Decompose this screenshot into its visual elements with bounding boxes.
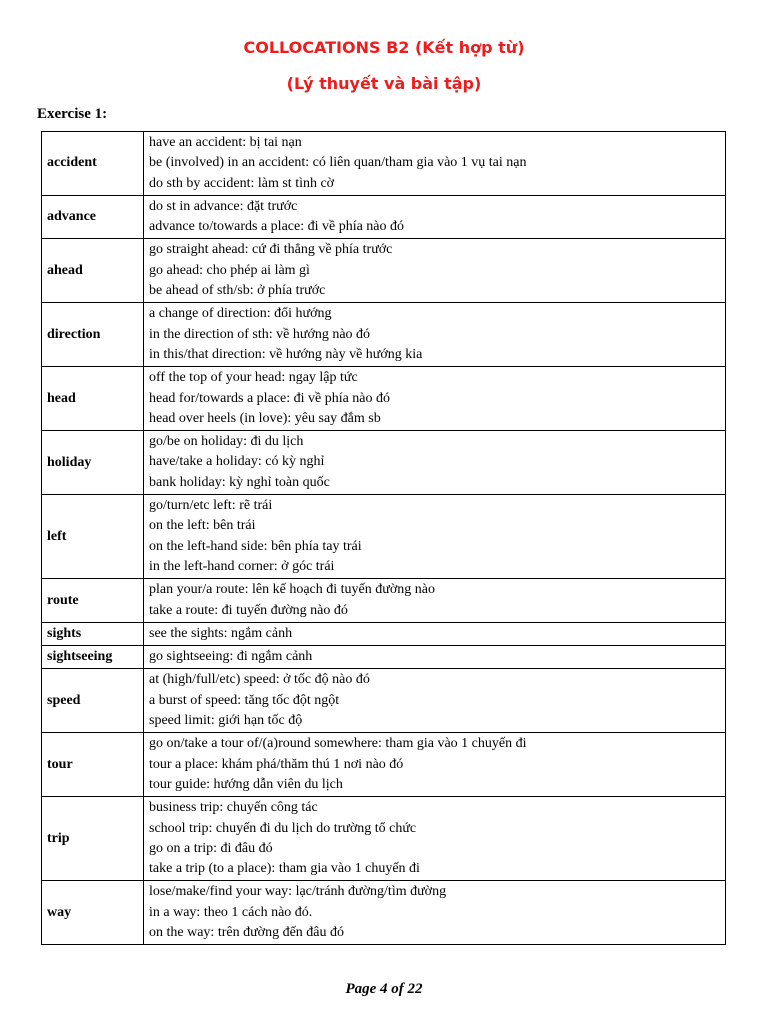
table-row <box>42 239 726 303</box>
headword-cell: trip <box>42 797 144 881</box>
collocations-cell <box>144 132 726 196</box>
collocation-entry: take a trip (to a place): tham gia vào 1 chuyến đi <box>149 861 420 877</box>
collocation-entry: go on a trip: đi đâu đó <box>149 840 273 856</box>
headword-cell: route <box>42 579 144 623</box>
page-footer: Page 4 of 22 <box>345 981 423 997</box>
collocation-entry: head over heels (in love): yêu say đắm sb <box>149 410 381 426</box>
collocation-entry: in the direction of sth: về hướng nào đó <box>149 326 371 342</box>
document-title: COLLOCATIONS B2 (Kết hợp từ) <box>243 38 525 57</box>
table-row <box>42 646 726 669</box>
collocation-entry: in the left-hand corner: ở góc trái <box>149 558 335 574</box>
headword-cell: holiday <box>42 431 144 495</box>
collocations-cell <box>144 881 726 945</box>
table-row <box>42 431 726 495</box>
collocation-entry: go/be on holiday: đi du lịch <box>149 434 304 450</box>
headword-cell: speed <box>42 669 144 733</box>
collocations-cell <box>144 579 726 623</box>
collocation-entry: tour guide: hướng dẫn viên du lịch <box>149 776 343 792</box>
headword-cell: left <box>42 495 144 579</box>
collocations-cell <box>144 797 726 881</box>
collocation-entry: be (involved) in an accident: có liên quan/tham gia vào 1 vụ tai nạn <box>149 155 527 171</box>
headword-cell: advance <box>42 195 144 239</box>
collocation-entry: go ahead: cho phép ai làm gì <box>149 262 310 278</box>
collocation-entry: plan your/a route: lên kế hoạch đi tuyến đường nào <box>149 582 435 598</box>
headword-cell: ahead <box>42 239 144 303</box>
collocation-entry: go sightseeing: đi ngắm cảnh <box>149 649 313 665</box>
table-row <box>42 881 726 945</box>
table-row <box>42 669 726 733</box>
collocation-entry: speed limit: giới hạn tốc độ <box>149 713 303 729</box>
collocations-cell <box>144 367 726 431</box>
collocations-cell <box>144 646 726 669</box>
collocations-table-body <box>42 132 726 945</box>
collocation-entry: have/take a holiday: có kỳ nghỉ <box>149 454 325 470</box>
exercise-label: Exercise 1: <box>37 106 108 122</box>
document-subtitle: (Lý thuyết và bài tập) <box>286 74 482 93</box>
collocation-entry: see the sights: ngắm cảnh <box>149 625 293 641</box>
collocations-cell <box>144 669 726 733</box>
collocation-entry: do st in advance: đặt trước <box>149 198 298 214</box>
collocation-entry: at (high/full/etc) speed: ở tốc độ nào đó <box>149 672 370 688</box>
table-row <box>42 733 726 797</box>
table-row <box>42 622 726 645</box>
table-row <box>42 579 726 623</box>
collocation-entry: on the way: trên đường đến đâu đó <box>149 924 345 940</box>
collocation-entry: on the left-hand side: bên phía tay trái <box>149 538 362 554</box>
collocation-entry: have an accident: bị tai nạn <box>149 135 302 150</box>
table-row <box>42 797 726 881</box>
collocation-entry: lose/make/find your way: lạc/tránh đường/tìm đường <box>149 884 447 900</box>
collocation-entry: off the top of your head: ngay lập tức <box>149 370 358 386</box>
table-row <box>42 132 726 196</box>
collocation-entry: go/turn/etc left: rẽ trái <box>149 498 273 514</box>
collocation-entry: do sth by accident: làm st tình cờ <box>149 175 335 191</box>
table-row <box>42 367 726 431</box>
collocation-entry: in a way: theo 1 cách nào đó. <box>149 904 313 920</box>
collocations-cell <box>144 239 726 303</box>
collocation-entry: school trip: chuyến đi du lịch do trường tổ chức <box>149 820 417 836</box>
collocation-entry: take a route: đi tuyến đường nào đó <box>149 602 348 618</box>
collocations-cell <box>144 431 726 495</box>
headword-cell: tour <box>42 733 144 797</box>
table-row <box>42 495 726 579</box>
collocations-cell <box>144 195 726 239</box>
headword-cell: head <box>42 367 144 431</box>
collocation-entry: advance to/towards a place: đi về phía nào đó <box>149 219 405 235</box>
headword-cell: sightseeing <box>42 646 144 669</box>
table-row <box>42 303 726 367</box>
collocation-entry: a change of direction: đổi hướng <box>149 306 332 322</box>
collocation-entry: go straight ahead: cứ đi thẳng về phía trước <box>149 242 393 258</box>
collocation-entry: be ahead of sth/sb: ở phía trước <box>149 283 326 299</box>
collocation-entry: bank holiday: kỳ nghỉ toàn quốc <box>149 474 330 490</box>
collocation-entry: head for/towards a place: đi về phía nào đó <box>149 390 391 406</box>
headword-cell: sights <box>42 622 144 645</box>
collocations-cell <box>144 303 726 367</box>
collocation-entry: tour a place: khám phá/thăm thú 1 nơi nào đó <box>149 756 404 772</box>
table-row <box>42 195 726 239</box>
collocations-cell <box>144 622 726 645</box>
headword-cell: direction <box>42 303 144 367</box>
headword-cell: accident <box>42 132 144 196</box>
collocations-cell <box>144 495 726 579</box>
collocations-table <box>41 131 726 945</box>
collocation-entry: on the left: bên trái <box>149 518 256 534</box>
collocation-entry: a burst of speed: tăng tốc đột ngột <box>149 692 340 708</box>
collocation-entry: in this/that direction: về hướng này về hướng kia <box>149 346 423 362</box>
headword-cell: way <box>42 881 144 945</box>
collocations-cell <box>144 733 726 797</box>
collocation-entry: business trip: chuyến công tác <box>149 800 318 816</box>
collocation-entry: go on/take a tour of/(a)round somewhere: tham gia vào 1 chuyến đi <box>149 736 527 752</box>
